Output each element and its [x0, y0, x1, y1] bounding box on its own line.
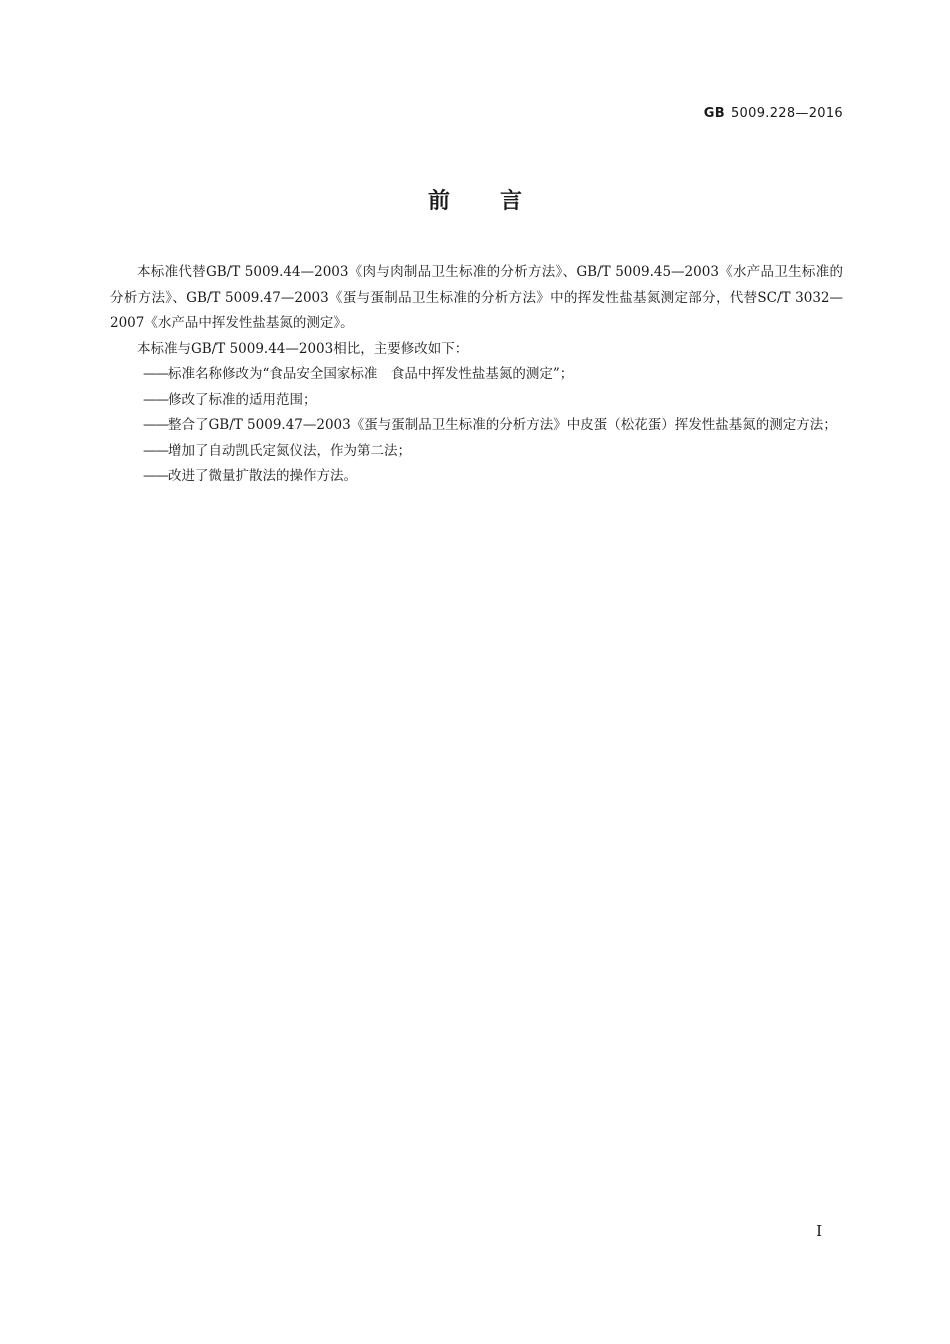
- list-dash: ——: [143, 417, 168, 433]
- change-item: [110, 413, 843, 439]
- list-dash: ——: [143, 366, 168, 382]
- comparison-intro-paragraph: 本标准与GB/T 5009.44—2003相比，主要修改如下：: [137, 340, 469, 357]
- list-dash: ——: [143, 442, 168, 459]
- change-item: [110, 388, 843, 414]
- change-item: [110, 439, 843, 465]
- replacement-paragraph: 本标准代替GB/T 5009.44—2003《肉与肉制品卫生标准的分析方法》、GB/T 5009.45—2003《水产品卫生标准的分析方法》、GB/T 5009.47—2003《蛋与蛋制品卫生标准的分析方法》中的挥发性盐基氮测定部分，代替SC/T 3032—2007《水产品中挥发性盐基氮的测定》。: [110, 264, 843, 331]
- foreword-body: [110, 260, 843, 490]
- list-dash: ——: [143, 468, 168, 484]
- change-item-text: 改进了微量扩散法的操作方法。: [168, 468, 357, 484]
- change-item-text: 整合了GB/T 5009.47—2003《蛋与蛋制品卫生标准的分析方法》中皮蛋（松花蛋）挥发性盐基氮的测定方法；: [168, 417, 837, 433]
- change-item-text: 标准名称修改为“食品安全国家标准 食品中挥发性盐基氮的测定”；: [168, 366, 574, 382]
- standard-code: 5009.228—2016: [730, 106, 843, 121]
- standard-prefix: GB: [703, 106, 725, 121]
- page-number: I: [816, 1222, 822, 1240]
- page-title: 前言: [427, 189, 572, 214]
- change-item-text: 增加了自动凯氏定氮仪法，作为第二法；: [168, 442, 411, 459]
- change-item: [110, 362, 843, 388]
- change-item-text: 修改了标准的适用范围；: [168, 391, 317, 408]
- change-item: [110, 464, 843, 490]
- standard-number-header: [704, 106, 843, 121]
- list-dash: ——: [143, 391, 168, 408]
